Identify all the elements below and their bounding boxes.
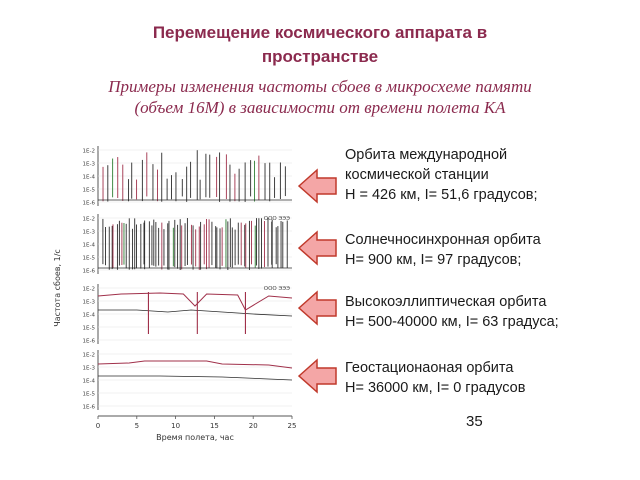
- orbit-sso-line1: Солнечносинхронная орбита: [345, 232, 541, 248]
- y-tick-label: 1E-2: [82, 286, 95, 293]
- y-tick-label: 1E-5: [82, 255, 95, 262]
- y-tick-label: 1E-6: [82, 200, 95, 207]
- y-tick-label: 1E-3: [82, 229, 95, 236]
- x-axis-label: Время полета, час: [156, 433, 234, 442]
- y-tick-label: 1E-3: [82, 161, 95, 168]
- orbit-sso-line2: H= 900 км, I= 97 градусов;: [345, 252, 522, 268]
- y-tick-label: 1E-4: [82, 242, 95, 249]
- y-tick-label: 1E-4: [82, 174, 95, 181]
- arrow-left-icon: [298, 168, 338, 204]
- slide-subtitle-line1: Примеры изменения частоты сбоев в микросхеме памяти: [108, 77, 532, 96]
- y-tick-label: 1E-5: [82, 325, 95, 332]
- arrow-left-icon: [298, 290, 338, 326]
- y-tick-label: 1E-6: [82, 338, 95, 345]
- orbit-iss-line3: H = 426 км, I= 51,6 градусов;: [345, 187, 538, 203]
- x-tick-label: 10: [171, 422, 181, 430]
- x-tick-label: 0: [95, 422, 101, 430]
- y-tick-label: 1E-5: [82, 391, 95, 398]
- x-tick-label: 25: [287, 422, 297, 430]
- y-tick-label: 1E-4: [82, 312, 95, 319]
- panel-corner-label: ООО ЭЭЭ: [263, 216, 290, 222]
- failure-rate-chart: [48, 138, 298, 443]
- slide-title-line2: пространстве: [261, 47, 379, 66]
- y-tick-label: 1E-6: [82, 404, 95, 411]
- orbit-geo-line2: H= 36000 км, I= 0 градусов: [345, 380, 526, 396]
- panel-corner-label: ООО ЭЭЭ: [263, 286, 290, 292]
- x-tick-label: 5: [134, 422, 140, 430]
- y-tick-label: 1E-6: [82, 268, 95, 275]
- arrow-left-icon: [298, 230, 338, 266]
- y-tick-label: 1E-2: [82, 352, 95, 359]
- y-tick-label: 1E-4: [82, 378, 95, 385]
- orbit-geo-line1: Геостационаоная орбита: [345, 360, 514, 376]
- x-tick-label: 20: [248, 422, 258, 430]
- trace-line: [98, 376, 292, 380]
- y-tick-label: 1E-3: [82, 299, 95, 306]
- slide-subtitle-line2: (объем 16М) в зависимости от времени полета КА: [134, 98, 506, 117]
- arrow-left-icon: [298, 358, 338, 394]
- trace-line: [98, 310, 292, 316]
- y-tick-label: 1E-2: [82, 216, 95, 223]
- page-number: 35: [466, 413, 483, 430]
- orbit-iss-line2: космической станции: [345, 167, 489, 183]
- orbit-iss-line1: Орбита международной: [345, 147, 508, 163]
- y-axis-label: Частота сбоев, 1/с: [53, 249, 62, 327]
- trace-line: [98, 293, 292, 310]
- y-tick-label: 1E-2: [82, 148, 95, 155]
- x-tick-label: 15: [209, 422, 219, 430]
- y-tick-label: 1E-3: [82, 365, 95, 372]
- slide-title-line1: Перемещение космического аппарата в: [152, 23, 488, 42]
- orbit-heo-line1: Высокоэллиптическая орбита: [345, 294, 547, 310]
- orbit-heo-line2: H= 500-40000 км, I= 63 градуса;: [345, 314, 559, 330]
- y-tick-label: 1E-5: [82, 187, 95, 194]
